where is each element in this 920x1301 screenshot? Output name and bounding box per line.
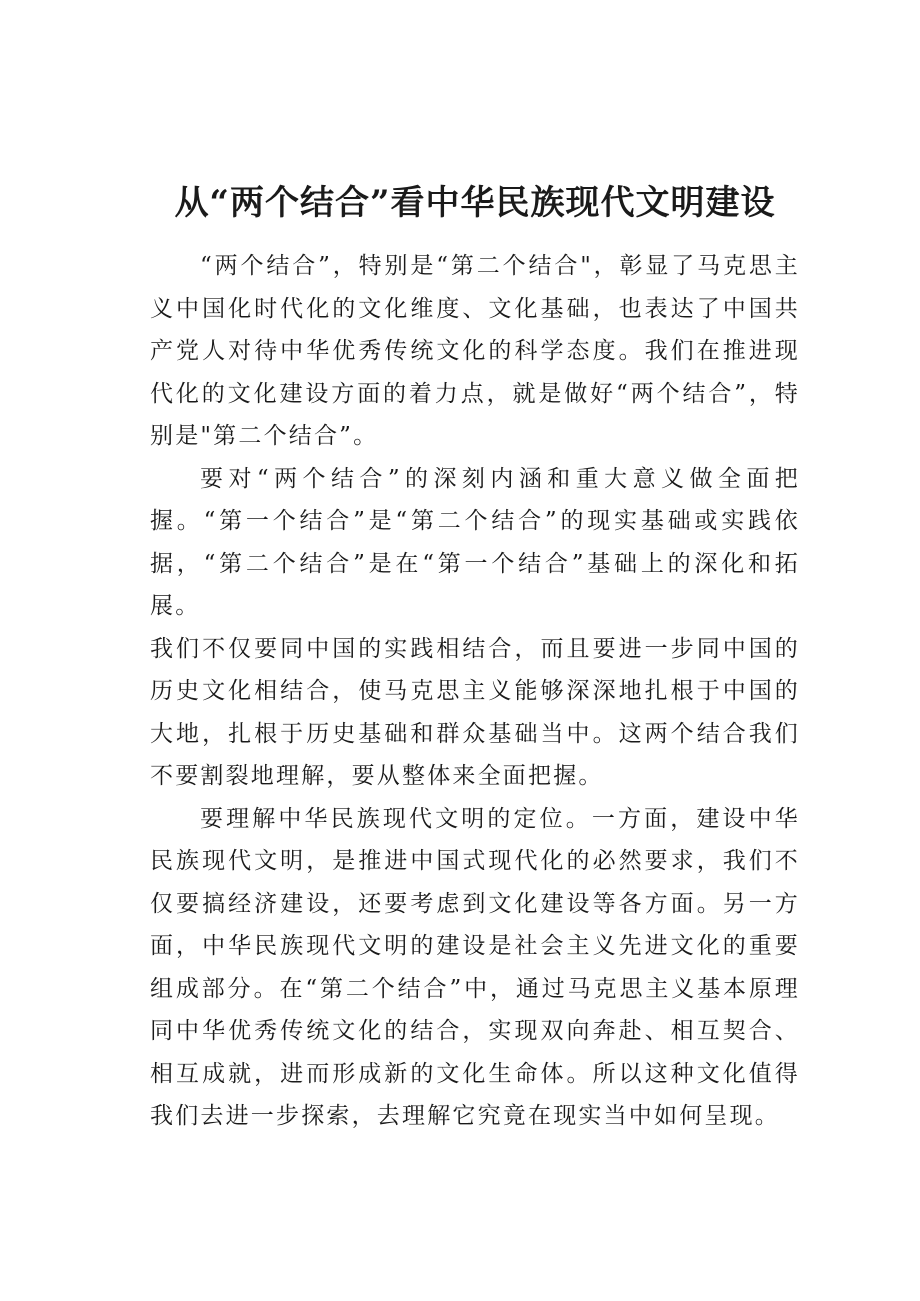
paragraph-3: 我们不仅要同中国的实践相结合，而且要进一步同中国的历史文化相结合，使马克思主义能够深深地扎根于中国的大地，扎根于历史基础和群众基础当中。这两个结合我们不要割裂地理解，要从整体来全面把握。 <box>150 635 800 789</box>
paragraph-4: 要理解中华民族现代文明的定位。一方面，建设中华民族现代文明，是推进中国式现代化的必然要求，我们不仅要搞经济建设，还要考虑到文化建设等各方面。另一方面，中华民族现代文明的建设是社会主义先进文化的重要组成部分。在“第二个结合”中，通过马克思主义基本原理同中华优秀传统文化的结合，实现双向奔赴、相互契合、相互成就，进而形成新的文化生命体。所以这种文化值得我们去进一步探索，去理解它究竟在现实当中如何呈现。 <box>150 805 800 1129</box>
document-title: 从“两个结合”看中华民族现代文明建设 <box>174 182 776 223</box>
paragraph-2: 要对“两个结合”的深刻内涵和重大意义做全面把握。“第一个结合”是“第二个结合”的现实基础或实践依据，“第二个结合”是在“第一个结合”基础上的深化和拓展。 <box>150 465 800 619</box>
document-body <box>150 245 800 1138</box>
paragraph-1: “两个结合”，特别是“第二个结合"，彰显了马克思主义中国化时代化的文化维度、文化基础，也表达了中国共产党人对待中华优秀传统文化的科学态度。我们在推进现代化的文化建设方面的着力点，就是做好“两个结合”，特别是"第二个结合”。 <box>150 253 800 449</box>
